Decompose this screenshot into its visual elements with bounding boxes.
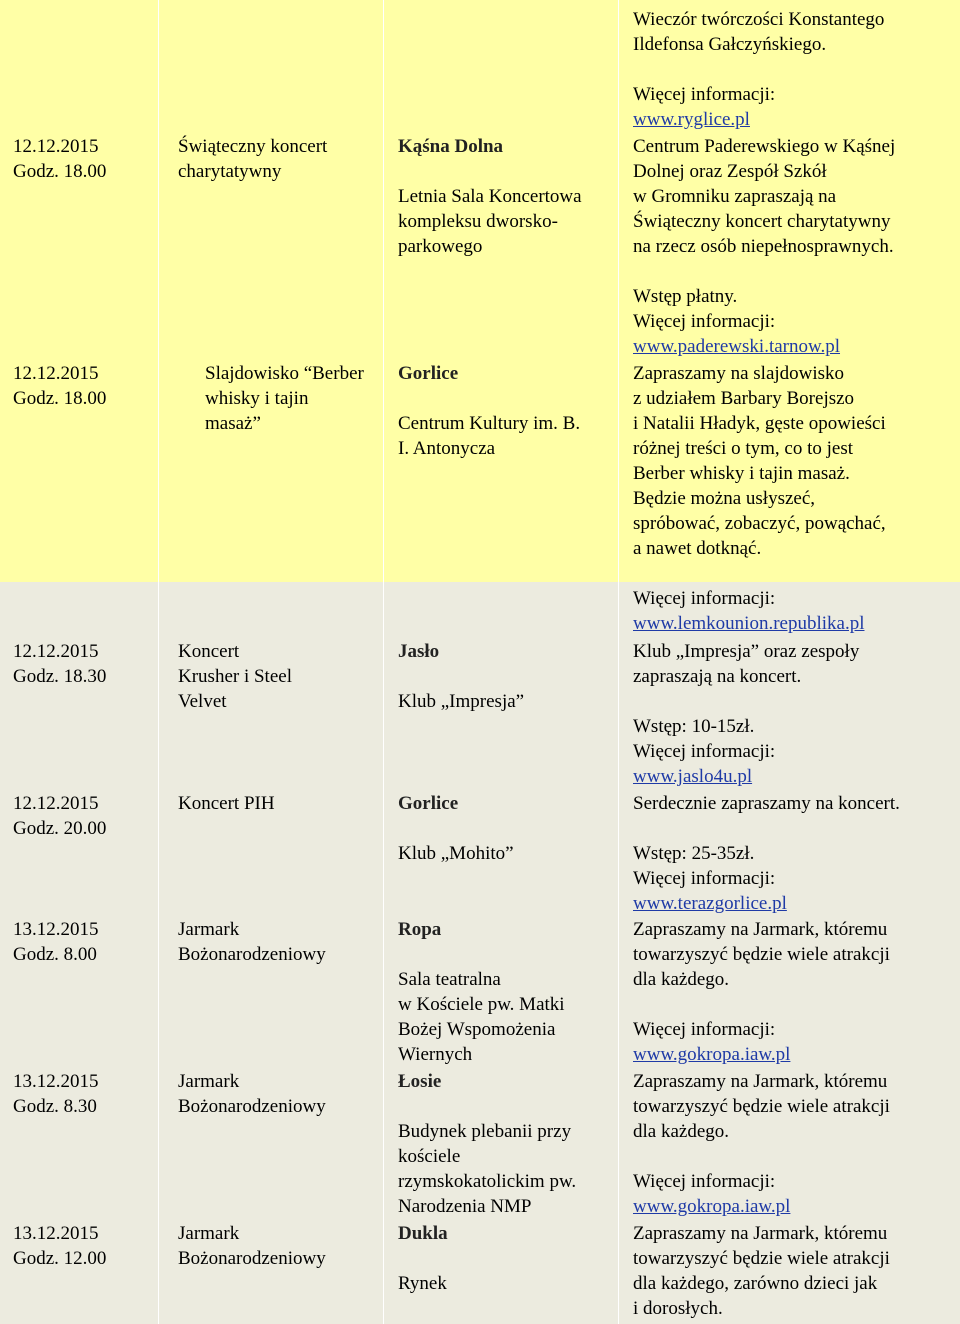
event-description	[633, 134, 895, 359]
event-venue-line: Klub „Impresja”	[398, 691, 525, 712]
description-line: Ildefonsa Gałczyńskiego.	[633, 34, 827, 55]
description-line: dla każdego.	[633, 969, 730, 990]
event-town: Dukla	[398, 1223, 448, 1244]
event-title-line: Krusher i Steel	[178, 666, 292, 687]
description-line: różnej treści o tym, co to jest	[633, 438, 854, 459]
event-title-line: masaż”	[205, 413, 261, 434]
event-description	[633, 791, 900, 916]
event-place	[398, 791, 514, 866]
event-datetime	[13, 791, 106, 841]
event-place	[398, 1221, 448, 1296]
info-link[interactable]: www.gokropa.iaw.pl	[633, 1044, 791, 1065]
event-venue-line: Letnia Sala Koncertowa	[398, 186, 582, 207]
event-date: 13.12.2015	[13, 919, 99, 940]
info-link[interactable]: www.paderewski.tarnow.pl	[633, 336, 841, 357]
description-line: spróbować, zobaczyć, powąchać,	[633, 513, 886, 534]
description-line: towarzyszyć będzie wiele atrakcji	[633, 1248, 890, 1269]
event-title	[178, 791, 275, 816]
event-date: 12.12.2015	[13, 363, 99, 384]
event-venue-line: Wiernych	[398, 1044, 473, 1065]
event-title-line: Bożonarodzeniowy	[178, 1248, 326, 1269]
event-date: 13.12.2015	[13, 1223, 99, 1244]
event-description	[633, 361, 886, 636]
description-line: dla każdego.	[633, 1121, 730, 1142]
column-divider	[158, 0, 159, 1324]
info-label: Więcej informacji:	[633, 1171, 776, 1192]
description-line: z udziałem Barbary Borejszo	[633, 388, 855, 409]
description-line: Dolnej oraz Zespół Szkół	[633, 161, 827, 182]
description-line: Zapraszamy na Jarmark, któremu	[633, 1223, 888, 1244]
event-place	[398, 361, 580, 461]
description-line: dla każdego, zarówno dzieci jak	[633, 1273, 878, 1294]
event-description	[633, 1069, 890, 1219]
event-town: Gorlice	[398, 363, 459, 384]
description-line: na rzecz osób niepełnosprawnych.	[633, 236, 894, 257]
info-label: Więcej informacji:	[633, 588, 776, 609]
event-title	[178, 639, 292, 714]
event-title	[178, 1221, 326, 1271]
event-datetime	[13, 639, 106, 689]
event-title-line: whisky i tajin	[205, 388, 309, 409]
event-title-line: Koncert PIH	[178, 793, 275, 814]
event-datetime	[13, 361, 106, 411]
info-label: Więcej informacji:	[633, 311, 776, 332]
event-town: Ropa	[398, 919, 442, 940]
event-date: 12.12.2015	[13, 793, 99, 814]
event-datetime	[13, 1069, 99, 1119]
event-place	[398, 134, 582, 259]
description-line: Zapraszamy na slajdowisko	[633, 363, 845, 384]
event-time: Godz. 20.00	[13, 818, 107, 839]
info-link[interactable]: www.gokropa.iaw.pl	[633, 1196, 791, 1217]
event-place	[398, 1069, 576, 1219]
event-venue-line: parkowego	[398, 236, 483, 257]
event-title	[205, 361, 364, 436]
entry-fee: Wstęp: 25-35zł.	[633, 843, 755, 864]
event-venue-line: kompleksu dworsko-	[398, 211, 558, 232]
event-title	[178, 917, 326, 967]
description-line: towarzyszyć będzie wiele atrakcji	[633, 944, 890, 965]
event-venue-line: rzymskokatolickim pw.	[398, 1171, 577, 1192]
event-venue-line: Klub „Mohito”	[398, 843, 514, 864]
column-divider	[383, 0, 384, 1324]
event-town: Kąśna Dolna	[398, 136, 504, 157]
event-date: 12.12.2015	[13, 641, 99, 662]
info-label: Więcej informacji:	[633, 1019, 776, 1040]
event-venue-line: Centrum Kultury im. B.	[398, 413, 581, 434]
event-description	[633, 639, 859, 789]
description-line: Klub „Impresja” oraz zespoły	[633, 641, 860, 662]
event-town: Gorlice	[398, 793, 459, 814]
event-title-line: Jarmark	[178, 1071, 240, 1092]
event-venue-line: Narodzenia NMP	[398, 1196, 532, 1217]
event-place	[398, 639, 524, 714]
event-title-line: Velvet	[178, 691, 227, 712]
info-link[interactable]: www.ryglice.pl	[633, 109, 750, 130]
description-line: w Gromniku zapraszają na	[633, 186, 837, 207]
event-town: Łosie	[398, 1071, 442, 1092]
event-description	[633, 917, 890, 1067]
event-title-line: Koncert	[178, 641, 240, 662]
column-divider	[618, 0, 619, 1324]
event-title-line: charytatywny	[178, 161, 282, 182]
description-line: i dorosłych.	[633, 1298, 723, 1319]
description-line: Będzie można usłyszeć,	[633, 488, 816, 509]
event-time: Godz. 18.00	[13, 161, 107, 182]
description-line: Centrum Paderewskiego w Kąśnej	[633, 136, 896, 157]
event-title-line: Jarmark	[178, 919, 240, 940]
event-datetime	[13, 1221, 106, 1271]
description-line: i Natalii Hładyk, gęste opowieści	[633, 413, 886, 434]
info-label: Więcej informacji:	[633, 868, 776, 889]
event-title-line: Świąteczny koncert	[178, 136, 328, 157]
event-title	[178, 134, 327, 184]
event-date: 13.12.2015	[13, 1071, 99, 1092]
event-title-line: Jarmark	[178, 1223, 240, 1244]
event-town: Jasło	[398, 641, 440, 662]
event-place	[398, 917, 565, 1067]
event-venue-line: Sala teatralna	[398, 969, 501, 990]
top-note	[633, 7, 884, 132]
info-link[interactable]: www.jaslo4u.pl	[633, 766, 753, 787]
event-time: Godz. 18.30	[13, 666, 107, 687]
info-link[interactable]: www.terazgorlice.pl	[633, 893, 787, 914]
event-venue-line: I. Antonycza	[398, 438, 496, 459]
description-line: Serdecznie zapraszamy na koncert.	[633, 793, 900, 814]
description-line: zapraszają na koncert.	[633, 666, 802, 687]
event-time: Godz. 8.30	[13, 1096, 97, 1117]
event-venue-line: kościele	[398, 1146, 461, 1167]
event-venue-line: w Kościele pw. Matki	[398, 994, 565, 1015]
description-line: Wieczór twórczości Konstantego	[633, 9, 885, 30]
event-date: 12.12.2015	[13, 136, 99, 157]
description-line: Świąteczny koncert charytatywny	[633, 211, 891, 232]
event-title	[178, 1069, 326, 1119]
event-datetime	[13, 917, 99, 967]
description-line: Zapraszamy na Jarmark, któremu	[633, 1071, 888, 1092]
event-title-line: Bożonarodzeniowy	[178, 944, 326, 965]
description-line: towarzyszyć będzie wiele atrakcji	[633, 1096, 890, 1117]
event-time: Godz. 18.00	[13, 388, 107, 409]
description-line: Berber whisky i tajin masaż.	[633, 463, 850, 484]
event-description	[633, 1221, 890, 1321]
event-venue-line: Bożej Wspomożenia	[398, 1019, 556, 1040]
event-title-line: Slajdowisko “Berber	[205, 363, 364, 384]
entry-fee: Wstęp: 10-15zł.	[633, 716, 755, 737]
event-datetime	[13, 134, 106, 184]
info-link[interactable]: www.lemkounion.republika.pl	[633, 613, 865, 634]
event-time: Godz. 8.00	[13, 944, 97, 965]
description-line: a nawet dotknąć.	[633, 538, 762, 559]
info-label: Więcej informacji:	[633, 84, 776, 105]
event-title-line: Bożonarodzeniowy	[178, 1096, 326, 1117]
event-venue-line: Rynek	[398, 1273, 447, 1294]
event-venue-line: Budynek plebanii przy	[398, 1121, 572, 1142]
description-line: Zapraszamy na Jarmark, któremu	[633, 919, 888, 940]
entry-fee: Wstęp płatny.	[633, 286, 738, 307]
info-label: Więcej informacji:	[633, 741, 776, 762]
event-time: Godz. 12.00	[13, 1248, 107, 1269]
